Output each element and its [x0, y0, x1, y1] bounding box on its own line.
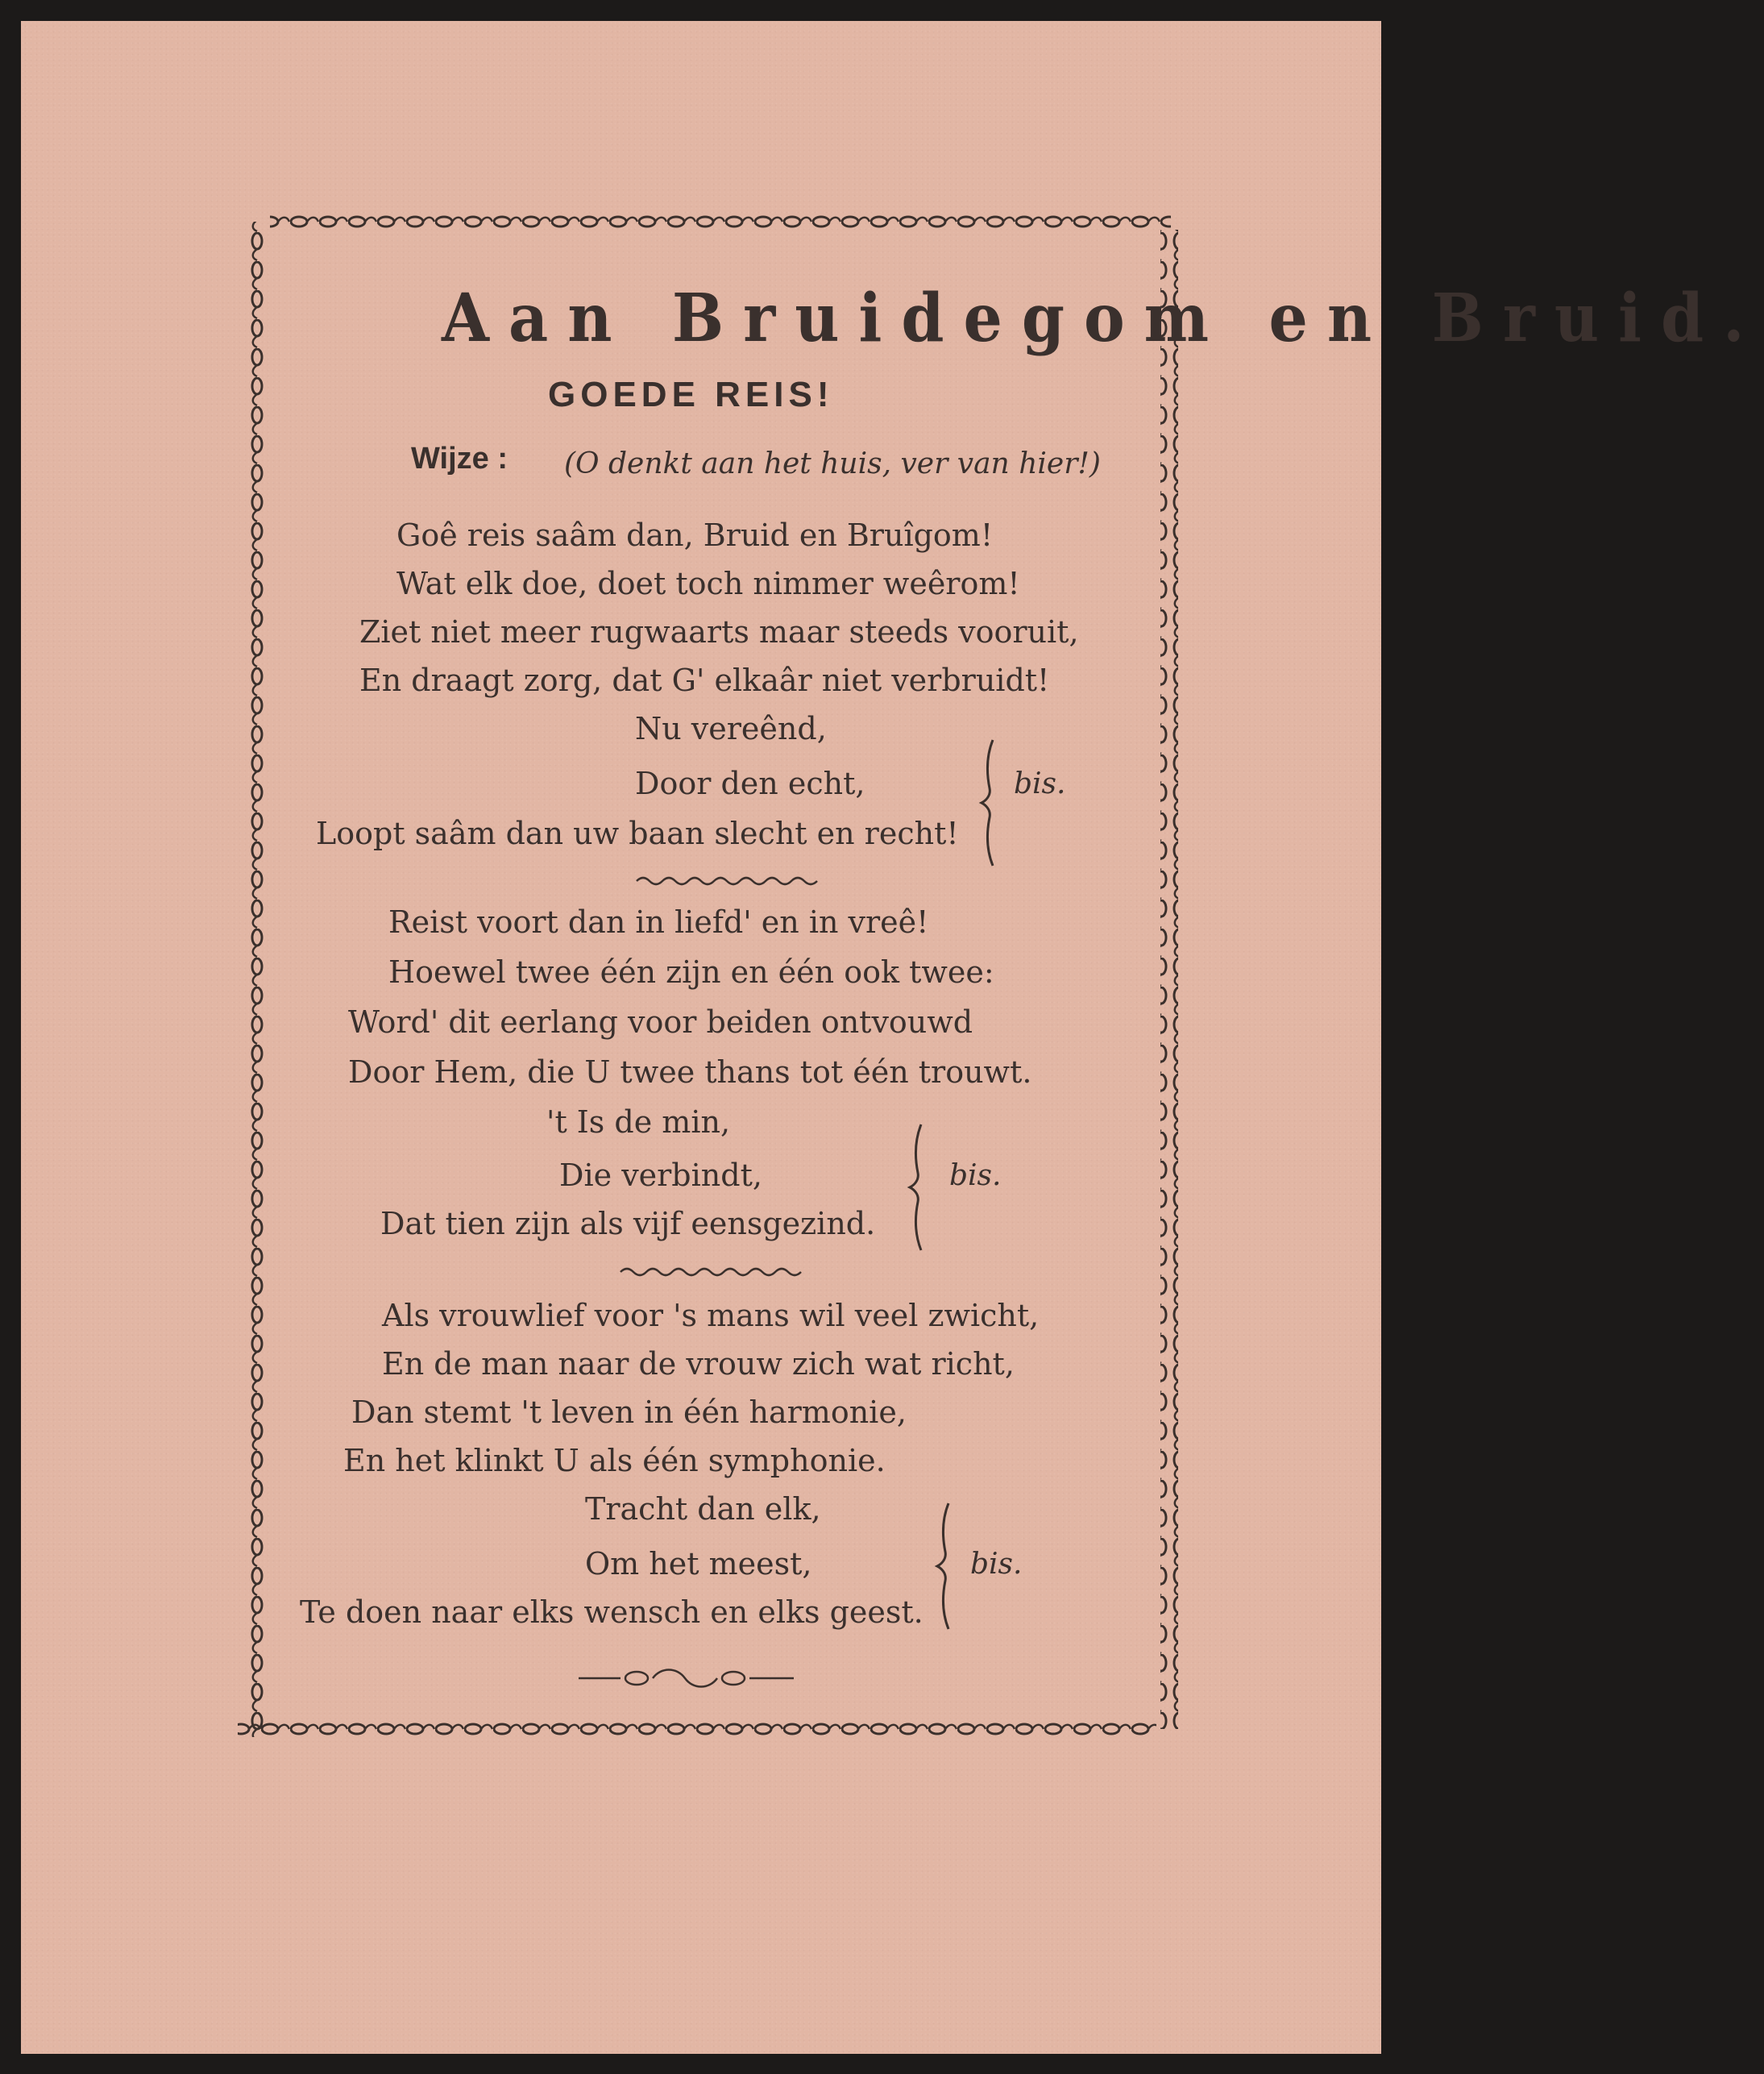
stanza-3-line-6: Om het meest, — [585, 1546, 812, 1581]
divider-2 — [621, 1269, 801, 1275]
stanza-3-line-3: Dan stemt 't leven in één harmonie, — [351, 1394, 907, 1430]
end-ornament — [579, 1670, 794, 1687]
stanza-1-line-2: Wat elk doe, doet toch nimmer weêrom! — [396, 566, 1020, 601]
poem-title: Aan Bruidegom en Bruid. — [442, 279, 1764, 357]
stanza-2-line-7: Dat tien zijn als vijf eensgezind. — [380, 1206, 876, 1241]
brace-1 — [982, 740, 993, 866]
stanza-1-line-1: Goê reis saâm dan, Bruid en Bruîgom! — [396, 517, 994, 553]
stanza-2-line-1: Reist voort dan in liefd' en in vreê! — [388, 904, 929, 940]
tune-name: (O denkt aan het huis, ver van hier!) — [564, 447, 1101, 480]
border-left — [247, 222, 265, 1737]
stanza-2-line-6: Die verbindt, — [559, 1158, 762, 1193]
brace-2 — [910, 1124, 921, 1250]
stanza-2-repeat: bis. — [949, 1159, 1002, 1192]
divider-1 — [637, 878, 817, 884]
border-right — [1160, 230, 1178, 1729]
border-top — [270, 211, 1171, 229]
stanza-1-line-7: Loopt saâm dan uw baan slecht en recht! — [316, 816, 959, 851]
stanza-3-line-2: En de man naar de vrouw zich wat richt, — [382, 1346, 1015, 1382]
poem-subtitle: GOEDE REIS! — [548, 375, 834, 414]
brace-3 — [937, 1503, 948, 1629]
stanza-3-line-1: Als vrouwlief voor 's mans wil veel zwicht, — [382, 1298, 1040, 1333]
stanza-1-line-3: Ziet niet meer rugwaarts maar steeds vooruit, — [359, 614, 1079, 650]
border-bottom — [238, 1720, 1156, 1738]
stanza-1-line-6: Door den echt, — [635, 766, 865, 801]
stanza-1-line-5: Nu vereênd, — [635, 711, 827, 746]
stanza-2-line-4: Door Hem, die U twee thans tot één trouwt. — [348, 1054, 1032, 1090]
stanza-3-repeat: bis. — [970, 1548, 1023, 1581]
stanza-2-line-3: Word' dit eerlang voor beiden ontvouwd — [348, 1004, 973, 1040]
stanza-1-repeat: bis. — [1014, 767, 1066, 800]
stanza-2-line-2: Hoewel twee één zijn en één ook twee: — [388, 954, 994, 990]
stanza-1-line-4: En draagt zorg, dat G' elkaâr niet verbruidt! — [359, 663, 1050, 698]
stanza-2-line-5: 't Is de min, — [546, 1104, 731, 1140]
stanza-3-line-7: Te doen naar elks wensch en elks geest. — [300, 1594, 924, 1630]
tune-label: Wijze : — [411, 442, 508, 476]
stanza-3-line-4: En het klinkt U als één symphonie. — [343, 1443, 886, 1478]
stanza-3-line-5: Tracht dan elk, — [585, 1491, 821, 1527]
